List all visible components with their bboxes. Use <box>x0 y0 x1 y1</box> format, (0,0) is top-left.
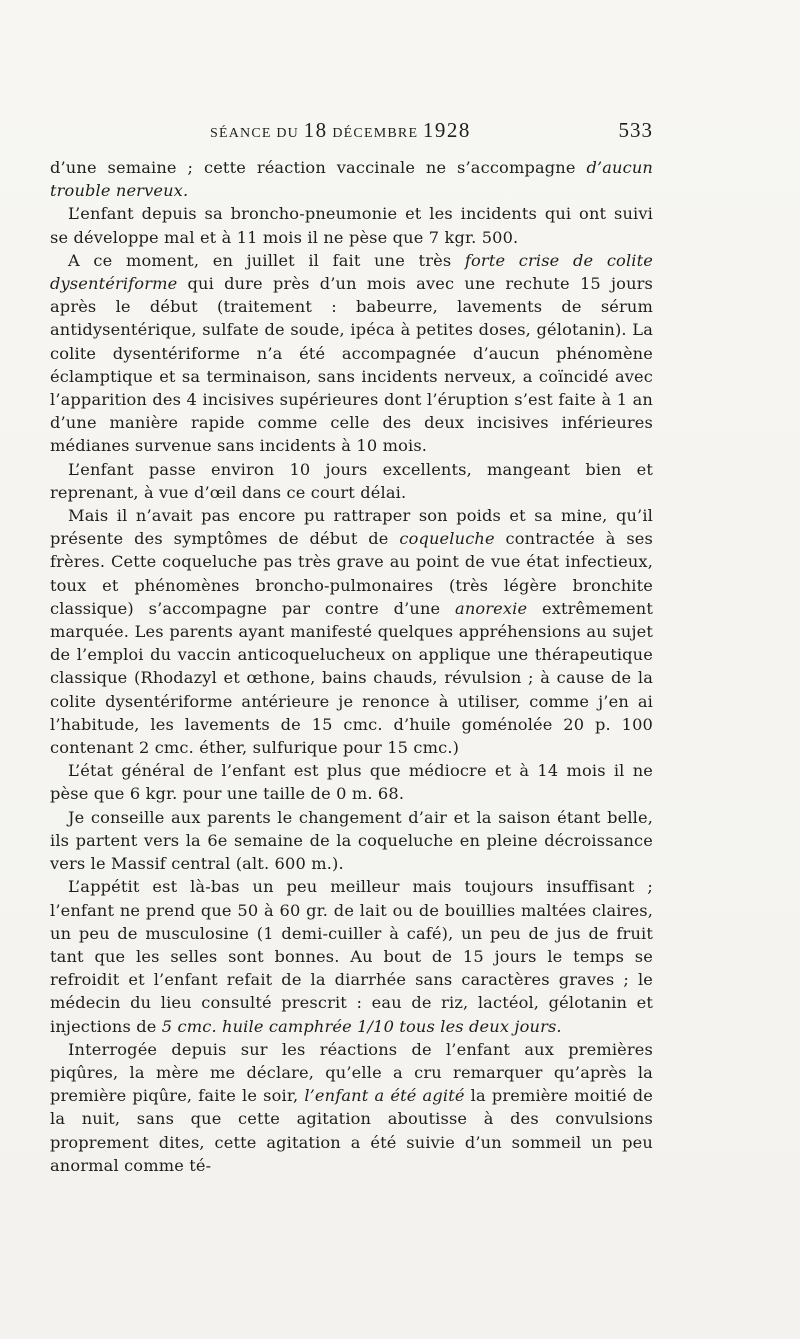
running-header <box>50 118 653 146</box>
text-run: L’état général de l’enfant est plus que médiocre et à 14 mois il ne pèse que 6 kgr. pour une taille de 0 m. 68. <box>50 761 653 804</box>
text-run: d’une semaine ; cette réaction vaccinale ne s’accompagne <box>50 158 587 177</box>
text-run: Je conseille aux parents le changement d’air et la saison étant belle, ils partent vers la 6e semaine de la coqueluche en pleine décroissance vers le Massif central (alt. 600 m.). <box>50 807 653 874</box>
paragraph <box>50 504 653 759</box>
page-number: 533 <box>618 118 653 142</box>
header-title-day: 18 <box>303 118 328 142</box>
text-run: A ce moment, en juillet il fait une très <box>68 250 465 270</box>
paragraph <box>50 875 653 1037</box>
text-run: contractée à ses frères. Cette coqueluche pas très grave au point de vue état infectieux, toux et phénomènes broncho-pulmonaires (très légère bronchite classique) s’accompagne par contre d’une <box>50 529 653 618</box>
header-title <box>210 118 471 143</box>
italic-run: anorexie <box>455 598 528 618</box>
paragraph <box>50 806 653 876</box>
italic-run: l’enfant a été agité <box>304 1086 465 1106</box>
italic-run: coqueluche <box>399 529 495 549</box>
paragraph <box>50 458 653 504</box>
italic-run: d’aucun trouble nerveux. <box>50 158 653 201</box>
text-run: L’enfant passe environ 10 jours excellents, mangeant bien et reprenant, à vue d’œil dans ce court délai. <box>50 459 653 502</box>
text-run: Mais il n’avait pas encore pu rattraper son poids et sa mine, qu’il présente des symptômes de début de <box>50 506 653 549</box>
italic-run: 5 cmc. huile camphrée 1/10 tous les deux jours. <box>161 1016 562 1036</box>
header-title-part1: SÉANCE DU <box>210 126 304 141</box>
paragraph <box>50 1038 653 1177</box>
italic-run: forte crise de colite dysentériforme <box>50 250 653 294</box>
body-text <box>50 156 653 1177</box>
paragraph <box>50 156 653 202</box>
text-run: extrêmement marquée. Les parents ayant manifesté quelques appréhensions au sujet de l’emploi du vaccin anticoquelucheux on applique une thérapeutique classique (Rhodazyl et œthone, bains chauds, révulsion ; à cause de la colite dysentériforme antérieure je renonce à utiliser, comme j’en ai l’habitude, les lavements de 15 cmc. d’huile goménolée 20 p. 100 contenant 2 cmc. éther, sulfurique pour 15 cmc.) <box>50 598 653 758</box>
text-run: la première moitié de la nuit, sans que cette agitation aboutisse à des convulsions proprement dites, cette agitation a été suivie d’un sommeil un peu anormal comme té- <box>50 1086 653 1175</box>
text-run: L’enfant depuis sa broncho-pneumonie et les incidents qui ont suivi se développe mal et à 11 mois il ne pèse que 7 kgr. 500. <box>50 204 653 247</box>
paragraph <box>50 202 653 248</box>
header-title-year: 1928 <box>422 118 471 142</box>
header-title-month: DÉCEMBRE <box>327 126 423 141</box>
text-run: L’appétit est là-bas un peu meilleur mais toujours insuffisant ; l’enfant ne prend que 50 à 60 gr. de lait ou de bouillies maltées claires, un peu de musculosine (1 demi-cuiller à café), un peu de jus de fruit tant que les selles sont bonnes. Au bout de 15 jours le temps se refroidit et l’enfant refait de la diarrhée sans caractères graves ; le médecin du lieu consulté prescrit : eau de riz, lactéol, gélotanin et injections de <box>50 877 653 1036</box>
text-run: qui dure près d’un mois avec une rechute 15 jours après le début (traitement : babeurre, lavements de sérum antidysentérique, sulfate de soude, ipéca à petites doses, gélotanin). La colite dysentériforme n’a été accompagnée d’aucun phénomène éclamptique et sa terminaison, sans incidents nerveux, a coïncidé avec l’apparition des 4 incisives supérieures dont l’éruption s’est faite à 1 an d’une manière rapide comme celle des deux incisives inférieures médianes survenue sans incidents à 10 mois. <box>50 274 653 456</box>
paragraph <box>50 759 653 805</box>
paragraph <box>50 249 653 458</box>
text-run: Interrogée depuis sur les réactions de l’enfant aux premières piqûres, la mère me déclare, qu’elle a cru remarquer qu’après la première piqûre, faite le soir, <box>50 1039 653 1106</box>
